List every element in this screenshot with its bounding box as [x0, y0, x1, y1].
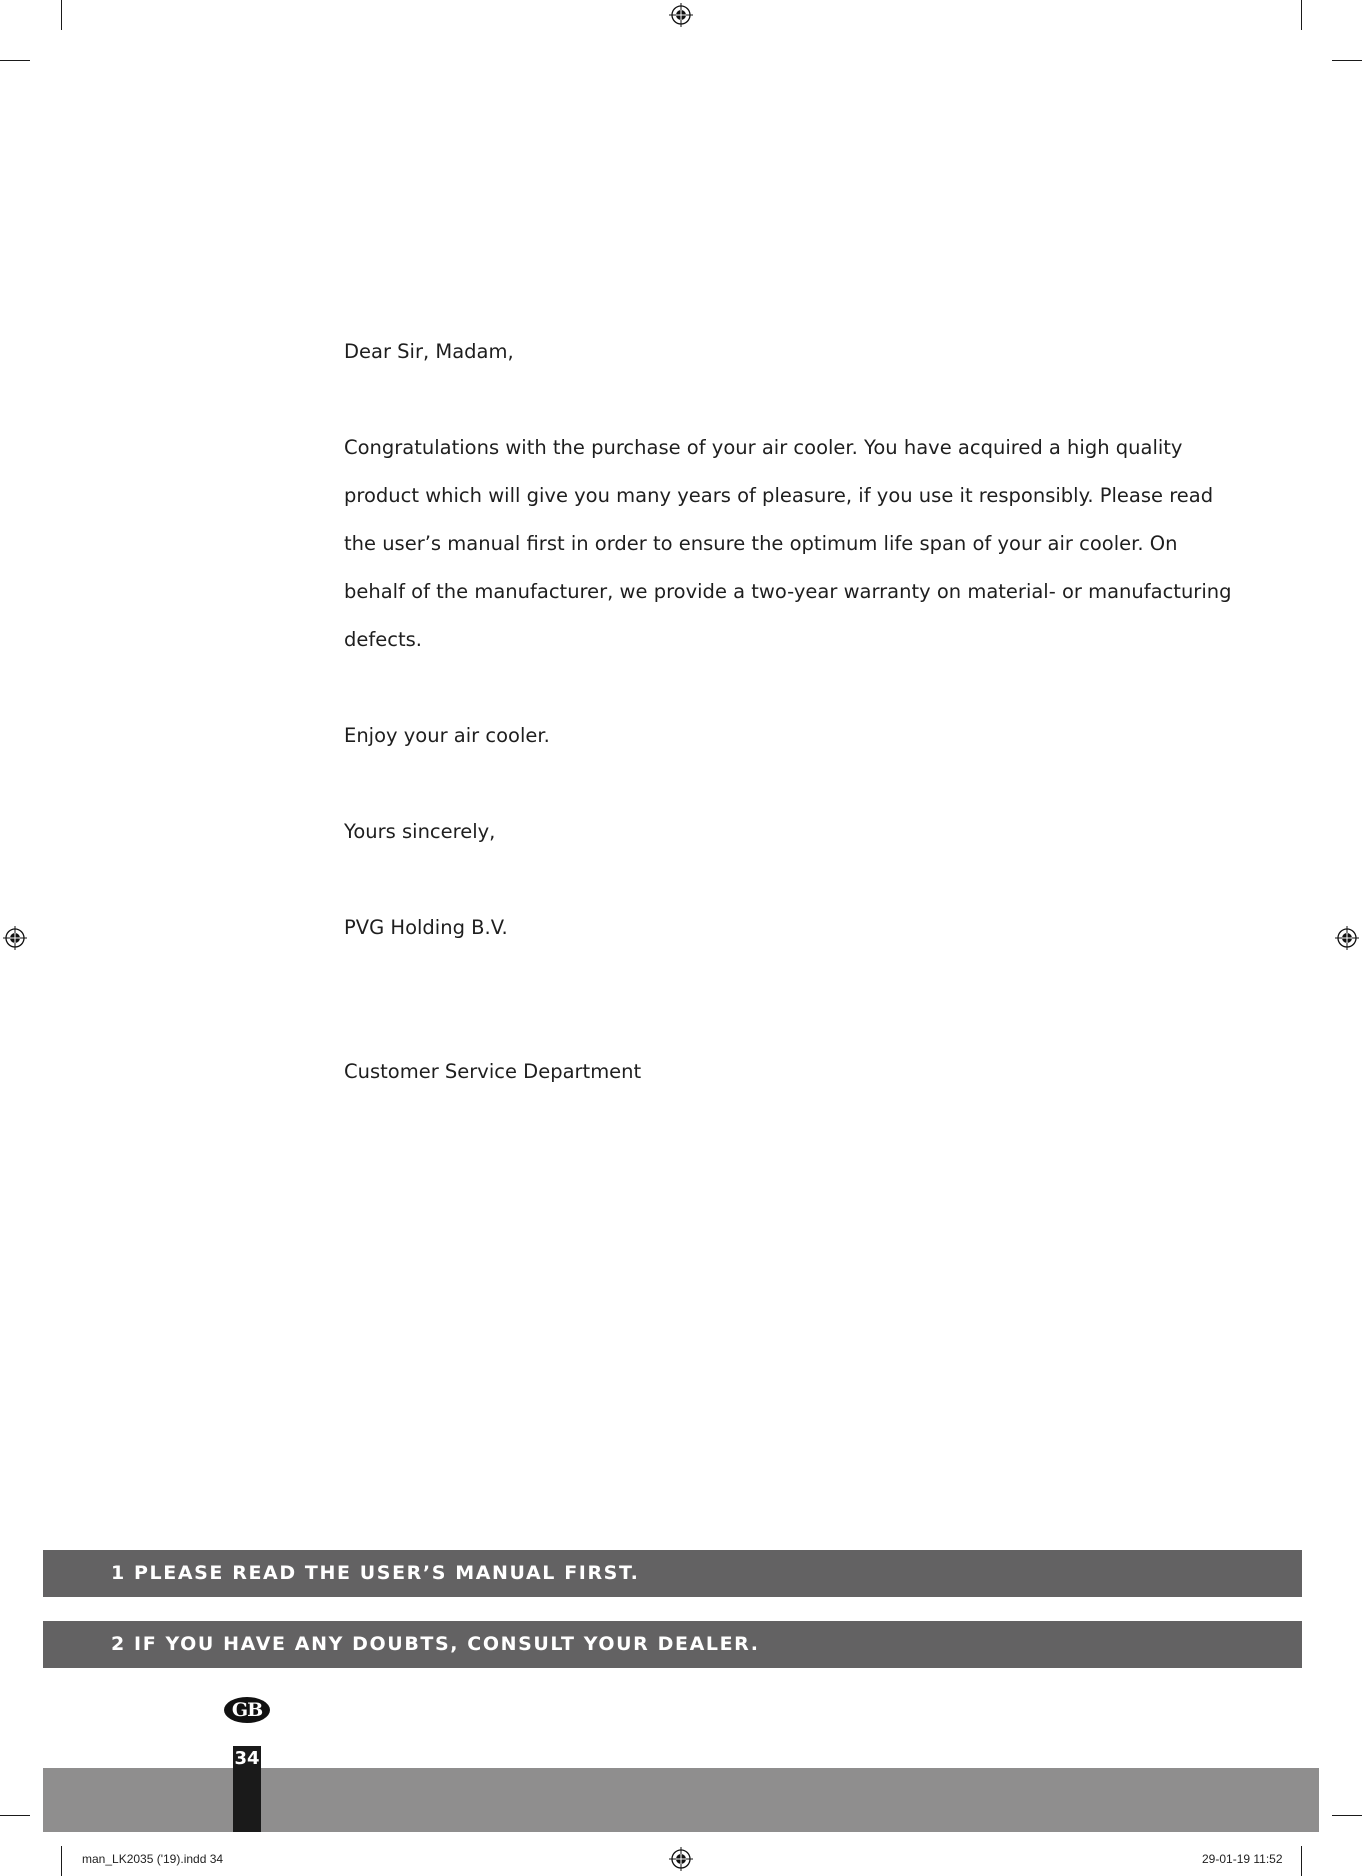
body-line: Congratulations with the purchase of your air cooler. You have acquired a high quality	[344, 436, 1183, 459]
body-line: product which will give you many years of pleasure, if you use it responsibly. Please read	[344, 484, 1214, 507]
body-line: defects.	[344, 628, 422, 651]
crop-mark-bottom-right-h	[1332, 1815, 1362, 1816]
crop-mark-bottom-left-h	[0, 1815, 30, 1816]
slug-timestamp: 29-01-19 11:52	[1202, 1852, 1283, 1866]
crop-mark-bottom-right	[1301, 1846, 1302, 1876]
body-line: the user’s manual first in order to ensure the optimum life span of your air cooler. On	[344, 532, 1178, 555]
crop-mark-top-right-h	[1332, 60, 1362, 61]
department-name: Customer Service Department	[344, 1060, 642, 1083]
crop-mark-top-left-h	[0, 60, 30, 61]
crop-mark-top-right	[1301, 0, 1302, 30]
notice-bar-1	[43, 1550, 1302, 1597]
registration-mark-icon	[668, 2, 694, 28]
notice-text: 1 PLEASE READ THE USER’S MANUAL FIRST.	[111, 1562, 640, 1584]
slug-filename: man_LK2035 ('19).indd 34	[82, 1852, 224, 1866]
page-number: 34	[234, 1748, 260, 1769]
registration-mark-icon	[2, 925, 28, 951]
salutation: Dear Sir, Madam,	[344, 340, 514, 363]
notice-text: 2 IF YOU HAVE ANY DOUBTS, CONSULT YOUR DEALER.	[111, 1633, 760, 1655]
enjoy-line: Enjoy your air cooler.	[344, 724, 550, 747]
notice-bar-2	[43, 1621, 1302, 1668]
body-line: behalf of the manufacturer, we provide a two-year warranty on material- or manufacturing	[344, 580, 1232, 603]
registration-mark-icon	[1334, 925, 1360, 951]
language-badge: GB	[224, 1697, 270, 1723]
company-name: PVG Holding B.V.	[344, 916, 508, 939]
closing-line: Yours sincerely,	[344, 820, 496, 843]
registration-mark-icon	[668, 1846, 694, 1872]
crop-mark-top-left	[61, 0, 62, 30]
crop-mark-bottom-left	[61, 1846, 62, 1876]
